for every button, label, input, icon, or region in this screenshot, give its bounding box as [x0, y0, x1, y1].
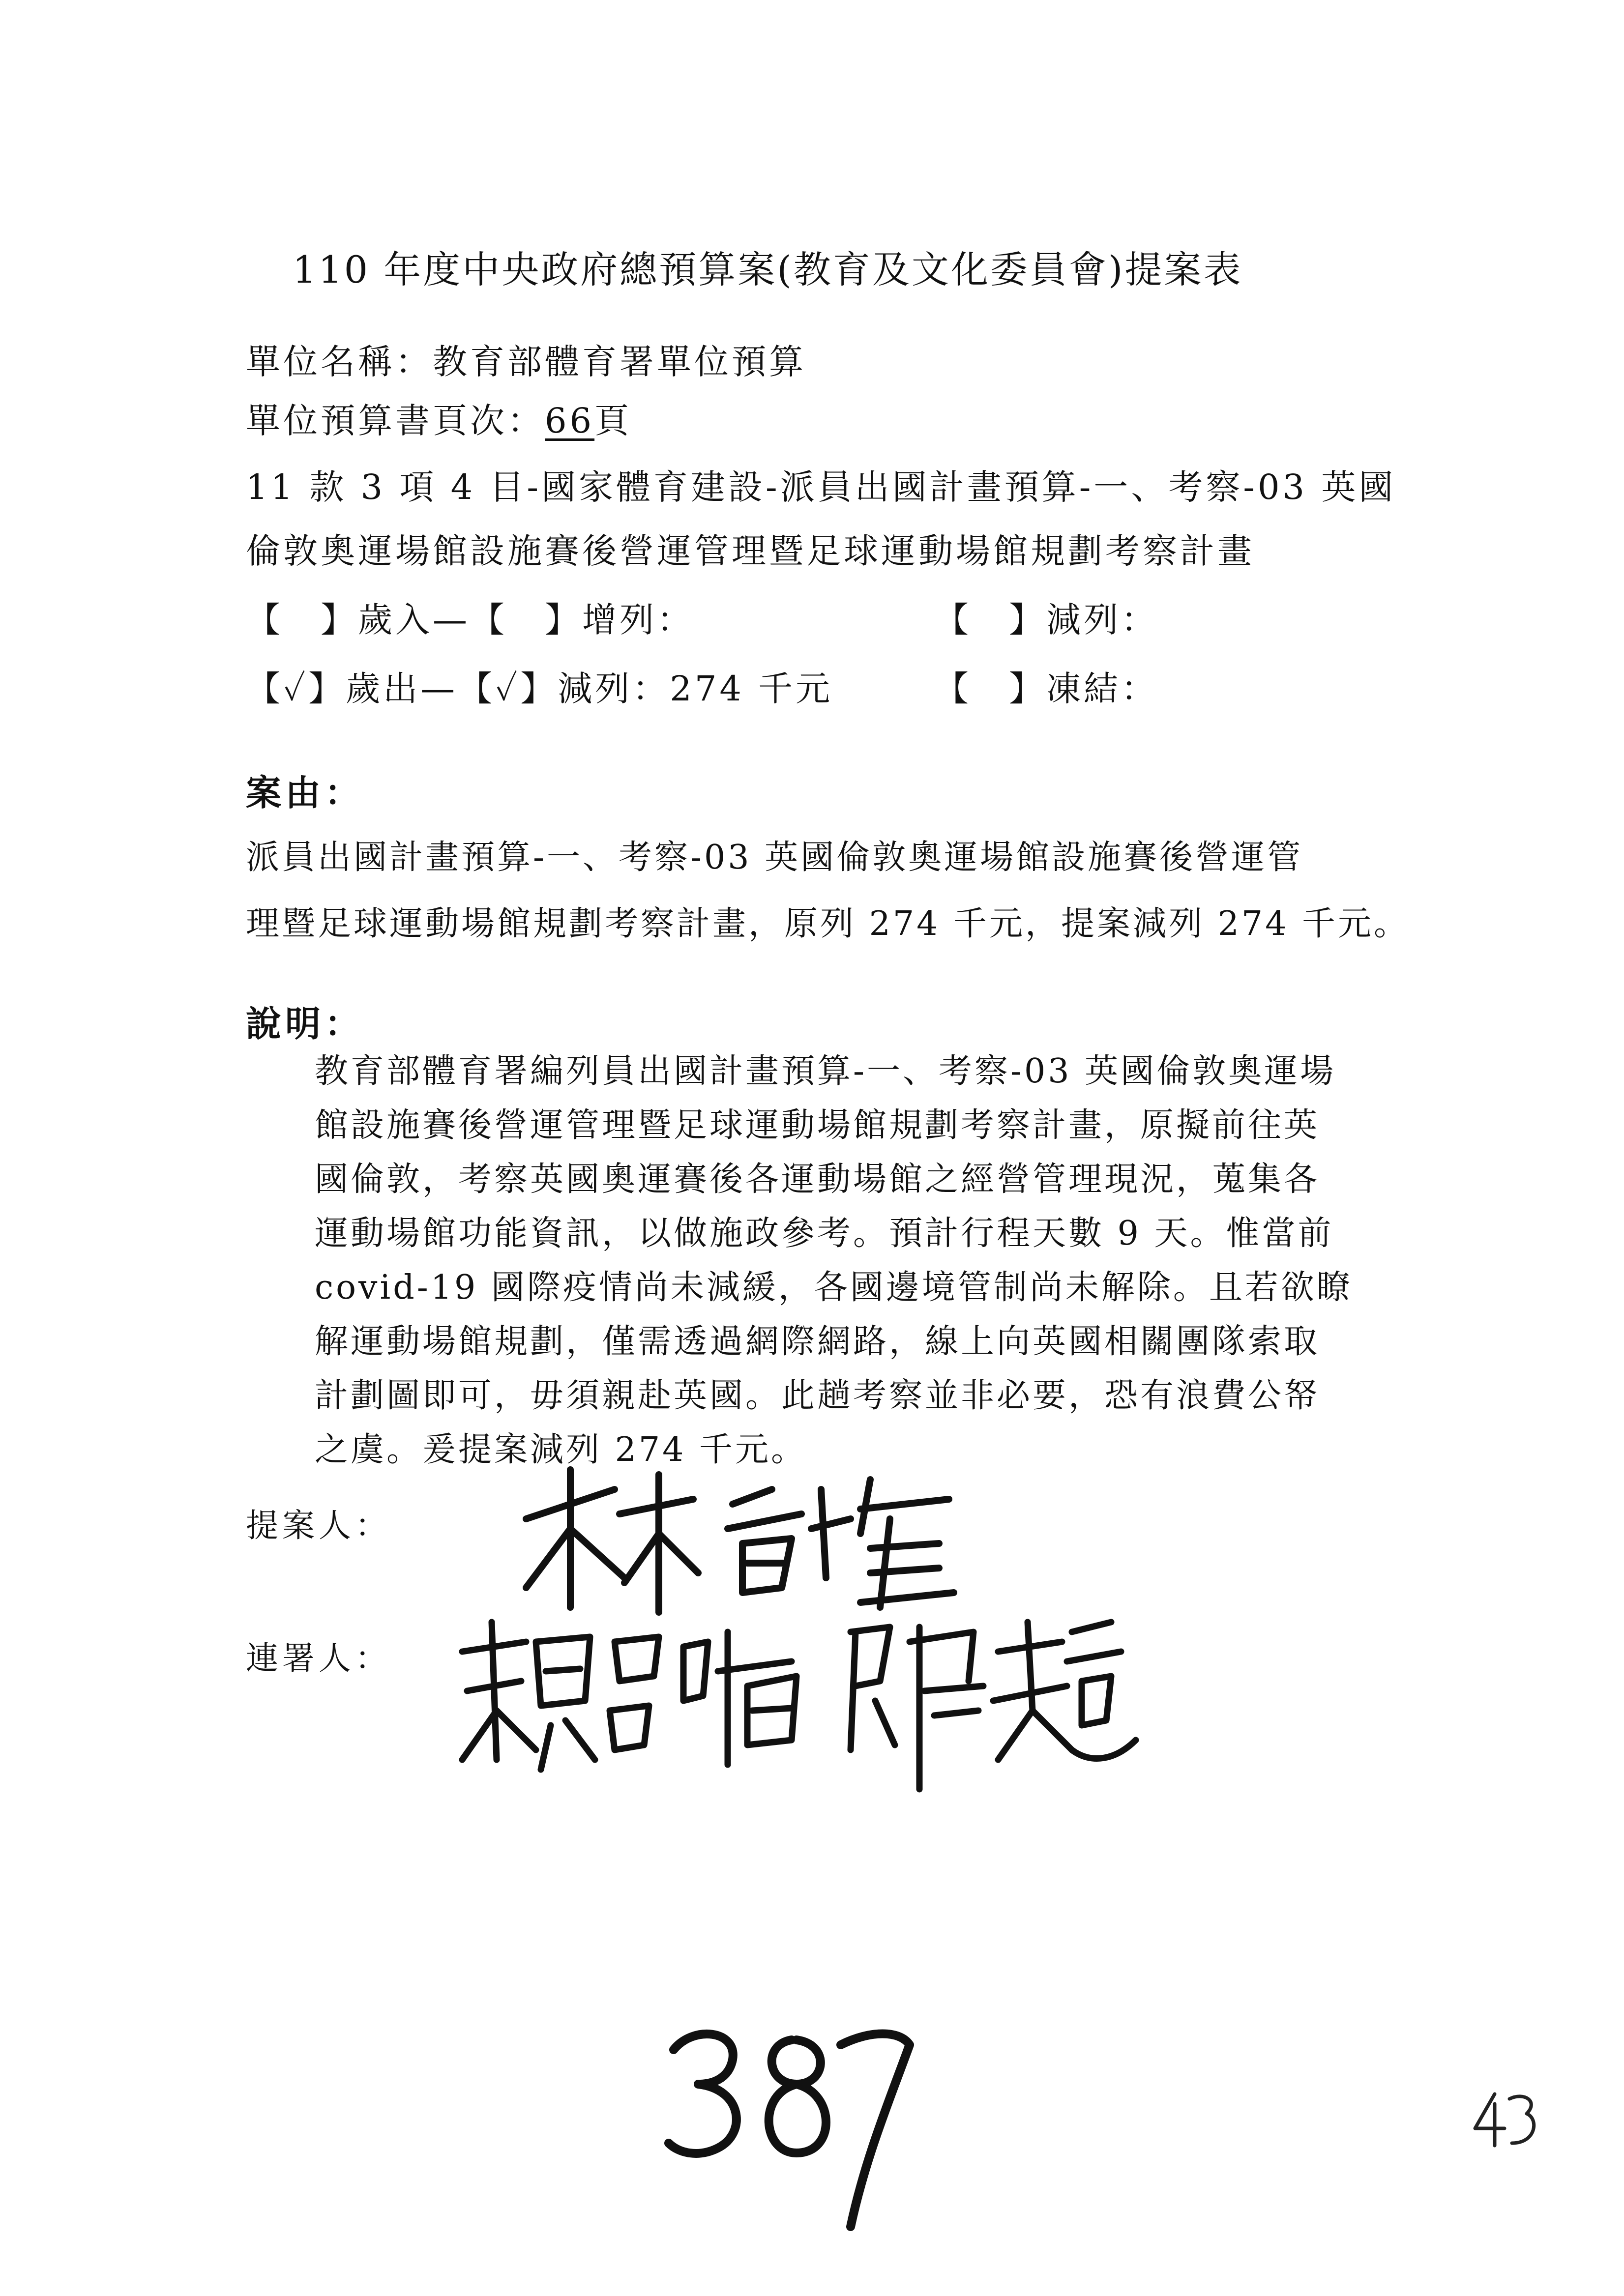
explanation-line: 運動場館功能資訊，以做施政參考。預計行程天數 9 天。惟當前	[315, 1214, 1334, 1253]
budget-page	[246, 393, 632, 443]
explanation-line: covid-19 國際疫情尚未減緩，各國邊境管制尚未解除。且若欲瞭	[315, 1268, 1353, 1307]
explanation-line: 之虞。爰提案減列 274 千元。	[315, 1430, 807, 1469]
cosigner-label: 連署人：	[246, 1639, 391, 1677]
unit-name: 單位名稱：教育部體育署單位預算	[246, 342, 806, 382]
explanation-line: 教育部體育署編列員出國計畫預算-一、考察-03 英國倫敦奧運場	[315, 1052, 1336, 1091]
proposer-label: 提案人：	[246, 1507, 391, 1544]
reason-heading: 案由：	[246, 772, 364, 814]
explanation-line: 計劃圖即可，毋須親赴英國。此趟考察並非必要，恐有浪費公帑	[315, 1376, 1320, 1415]
explanation-line: 解運動場館規劃，僅需透過網際網路，線上向英國相關團隊索取	[315, 1322, 1320, 1361]
reason-line: 理暨足球運動場館規劃考察計畫，原列 274 千元，提案減列 274 千元。	[246, 904, 1410, 943]
reason-line: 派員出國計畫預算-一、考察-03 英國倫敦奧運場館設施賽後營運管	[246, 838, 1303, 877]
checkbox-freeze: 【 】凍結：	[934, 668, 1158, 709]
item-line-2: 倫敦奧運場館設施賽後營運管理暨足球運動場館規劃考察計畫	[246, 531, 1255, 571]
explanation-line: 館設施賽後營運管理暨足球運動場館規劃考察計畫，原擬前往英	[315, 1106, 1320, 1145]
budget-page-prefix: 單位預算書頁次：	[246, 401, 545, 441]
checkbox-reduce: 【 】減列：	[934, 600, 1158, 640]
explanation-line: 國倫敦，考察英國奧運賽後各運動場館之經營管理現況，蒐集各	[315, 1160, 1320, 1199]
page-title: 110 年度中央政府總預算案(教育及文化委員會)提案表	[293, 248, 1243, 291]
checkbox-revenue: 【 】歲入—【 】增列：	[246, 600, 694, 640]
budget-page-suffix: 頁	[594, 401, 632, 441]
checkbox-expenditure: 【✓】歲出—【✓】減列：274 千元	[246, 668, 833, 709]
explanation-heading: 說明：	[246, 1003, 364, 1045]
budget-page-number: 66	[545, 401, 595, 441]
item-line-1: 11 款 3 項 4 目-國家體育建設-派員出國計畫預算-一、考察-03 英國	[246, 467, 1396, 507]
